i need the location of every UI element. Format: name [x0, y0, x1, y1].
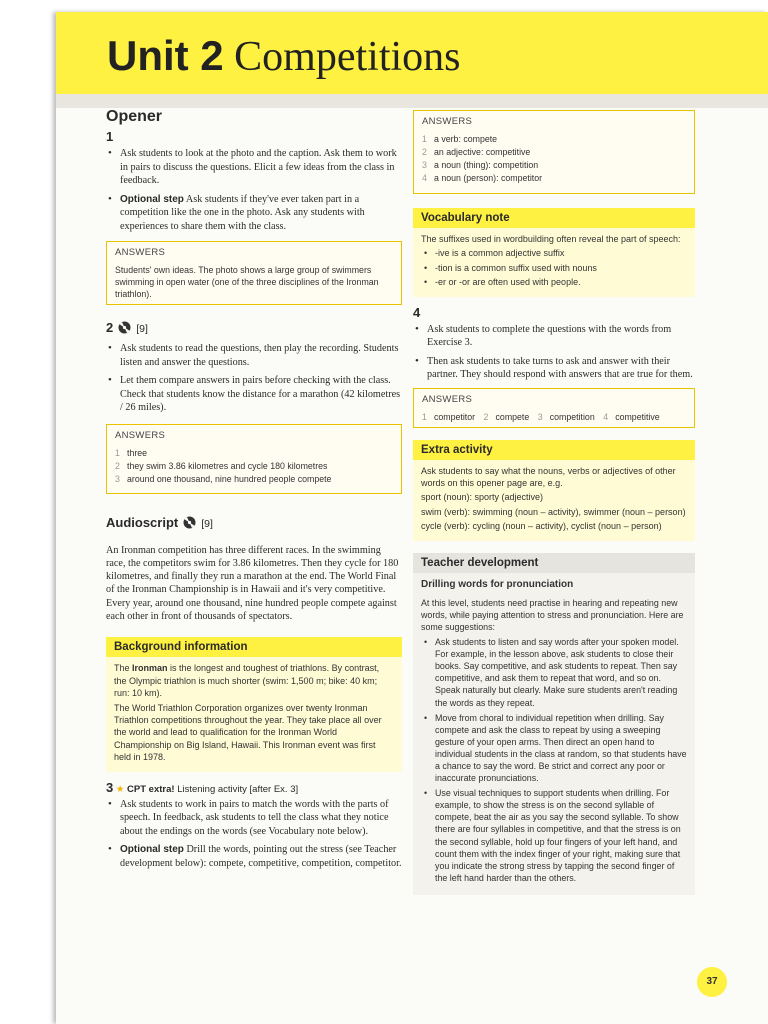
unit-banner: [56, 12, 768, 94]
exercise-2-step: • Let them compare answers in pairs before checking with the class. Check that students know the distance for a marathon (42 kilometres / 26 miles).: [120, 374, 402, 415]
vocabulary-note-heading: Vocabulary note: [413, 208, 695, 228]
vocabulary-note-body: [413, 228, 695, 297]
answer-item: 1 a verb: compete: [422, 134, 498, 144]
exercise-4-steps: [413, 323, 695, 382]
answer-list: 1 competitor 2 compete 3 competition 4 competitive: [422, 411, 660, 422]
exercise-2-steps: [106, 342, 402, 415]
unit-title: [107, 30, 461, 83]
unit-name: Competitions: [234, 34, 461, 80]
left-column: [106, 108, 402, 875]
audio-cd-icon: [117, 321, 132, 339]
textbook-page: [56, 12, 768, 1024]
extra-activity-intro: Ask students to say what the nouns, verbs or adjectives of other words on this opener page are, e.g.: [421, 465, 676, 489]
answers-label: ANSWERS: [115, 247, 166, 258]
answer-item: 3 a noun (thing): competition: [422, 160, 539, 170]
audioscript-text: An Ironman competition has three different races. In the swimming race, the competitors swim for 3.86 kilometres. Then they cycle for 180 kilometres, and finally they run a marathon at the end. The World Final of the Ironman Championship is in Hawaii and it's very competitive. Every year, around one thousand, nine hundred people compete against each other in front of thousands of spectators.: [106, 544, 399, 622]
audioscript-heading: Audioscript: [106, 514, 179, 530]
vocabulary-note-item: • -tion is a common suffix used with nouns: [435, 262, 687, 274]
vocabulary-note-intro: The suffixes used in wordbuilding often reveal the part of speech:: [421, 234, 681, 244]
vocabulary-note-box: [413, 208, 695, 297]
right-column: [413, 110, 695, 895]
teacher-development-body: [413, 573, 695, 895]
exercise-4-step: • Then ask students to take turns to ask and answer with their partner. They should respond with answers that are true for them.: [427, 355, 695, 382]
unit-number: Unit 2: [107, 32, 224, 79]
cpt-extra-label: CPT extra!: [127, 783, 175, 795]
cpt-extra-text: Listening activity [after Ex. 3]: [174, 783, 299, 795]
exercise-1-number: 1: [106, 129, 114, 144]
background-info-paragraph: The Ironman is the longest and toughest of triathlons. By contrast, the Olympic triathlon is much shorter (swim: 1,500 m; bike: 40 km; run: 10 km).: [114, 663, 380, 699]
exercise-3-number: 3: [106, 779, 114, 795]
exercise-4-step: • Ask students to complete the questions with the words from Exercise 3.: [427, 323, 695, 350]
background-info-heading: Background information: [106, 637, 402, 657]
answers-box-2: [106, 424, 402, 494]
vocabulary-note-list: [421, 247, 687, 288]
extra-activity-heading: Extra activity: [413, 440, 695, 460]
exercise-4-number: 4: [413, 304, 421, 320]
exercise-3-header: [106, 780, 402, 795]
exercise-2-number: 2: [106, 320, 114, 335]
teacher-development-subheading: Drilling words for pronunciation: [421, 578, 574, 590]
teacher-development-intro: At this level, students need practise in hearing and repeating new words, while paying attention to stress and pronunciation. Here are some suggestions:: [421, 597, 684, 632]
answer-item: 4 a noun (person): competitor: [422, 173, 543, 183]
audio-cd-icon: [182, 516, 197, 534]
answer-item: 2 they swim 3.86 kilometres and cycle 180 kilometres: [115, 460, 328, 471]
answers-box-3: [413, 110, 695, 194]
extra-activity-body: [413, 460, 695, 541]
exercise-3-steps: [106, 798, 402, 871]
answers-label: ANSWERS: [422, 116, 473, 127]
page-gutter: [0, 0, 56, 1024]
teacher-development-item: • Move from choral to individual repetition when drilling. Say compete and ask the class to repeat by using a sweeping gesture of your open arms. Then direct an open hand to individual students in the class at random, so that students have a chance to say the word. Be strict and correct any poor or inaccurate pronunciations.: [435, 712, 687, 785]
exercise-1-step: • Ask students to look at the photo and the caption. Ask them to work in pairs to discuss the questions. Elicit a few ideas from the class in feedback.: [120, 147, 402, 188]
answer-item: 2 an adjective: competitive: [422, 147, 531, 157]
answers-label: ANSWERS: [422, 393, 473, 405]
exercise-2-step: • Ask students to read the questions, then play the recording. Students listen and answer the questions.: [120, 342, 402, 369]
background-info-box: [106, 637, 402, 771]
answer-item: 3 around one thousand, nine hundred people compete: [115, 473, 332, 484]
vocabulary-note-item: • -ive is a common adjective suffix: [435, 247, 687, 259]
background-info-paragraph: The World Triathlon Corporation organizes over twenty Ironman Triathlon competitions throughout the year. They take place all over the world and lead to qualification for the Ironman World Championship on Big Island, Hawaii. This Ironman event was first held in 1978.: [114, 702, 382, 763]
vocabulary-note-item: • -er or -or are often used with people.: [435, 276, 687, 288]
teacher-development-heading: Teacher development: [413, 553, 695, 573]
teacher-development-item: • Use visual techniques to support students when drilling. For example, to show the stress is on the second syllable of compete, beat the air as you say the second syllable. To show there are four syllables in competitive, and that the stress is on the second syllable, hold up four fingers of your left hand, and count them with the index finger of your right, making sure that you indicate the strong stress by tapping the second finger of the left hand harder than the others.: [435, 787, 687, 884]
answers-box-4: [413, 388, 695, 428]
answer-item: 1 three: [115, 447, 148, 458]
background-info-body: [106, 657, 402, 771]
teacher-development-list: [421, 636, 687, 884]
answers-text: Students' own ideas. The photo shows a large group of swimmers swimming in open water (one of the three disciplines of the Ironman triathlon).: [115, 265, 379, 299]
teacher-development-item: • Ask students to listen and say words after your spoken model. For example, in the lesson above, ask students to close their books. Say competitive, and ask students to repeat. Then say competitive, and ask them to repeat that word, and so on. Speak naturally but clearly. Make sure students aren't reading the words as they repeat.: [435, 636, 687, 709]
audioscript-header: [106, 514, 402, 534]
exercise-2-header: [106, 319, 402, 339]
audioscript-track: [9]: [201, 517, 213, 530]
opener-heading: Opener: [106, 108, 163, 125]
exercise-3-optional-step: • Optional step Drill the words, pointing out the stress (see Teacher development below): compete, competitive, competition, competitor.: [120, 843, 402, 870]
answers-box-1: [106, 241, 402, 305]
answers-label: ANSWERS: [115, 429, 166, 441]
star-icon: ★: [115, 783, 125, 795]
exercise-3-step: • Ask students to work in pairs to match the words with the parts of speech. In feedback, ask students to tell the class what they notice about the endings on the words (see Vocabulary note below).: [120, 798, 402, 839]
exercise-1-steps: [106, 147, 402, 233]
extra-activity-example: cycle (verb): cycling (noun – activity), cyclist (noun – person): [421, 521, 662, 532]
extra-activity-example: sport (noun): sporty (adjective): [421, 492, 544, 503]
exercise-1-optional-step: • Optional step Ask students if they've ever taken part in a competition like the one in the photo. Ask any students with experiences to share them with the class.: [120, 193, 402, 234]
extra-activity-box: [413, 440, 695, 541]
teacher-development-box: [413, 553, 695, 895]
exercise-2-track: [9]: [136, 323, 148, 335]
banner-strip: [56, 94, 768, 108]
page-number: 37: [697, 967, 727, 997]
extra-activity-example: swim (verb): swimming (noun – activity), swimmer (noun – person): [421, 506, 686, 517]
